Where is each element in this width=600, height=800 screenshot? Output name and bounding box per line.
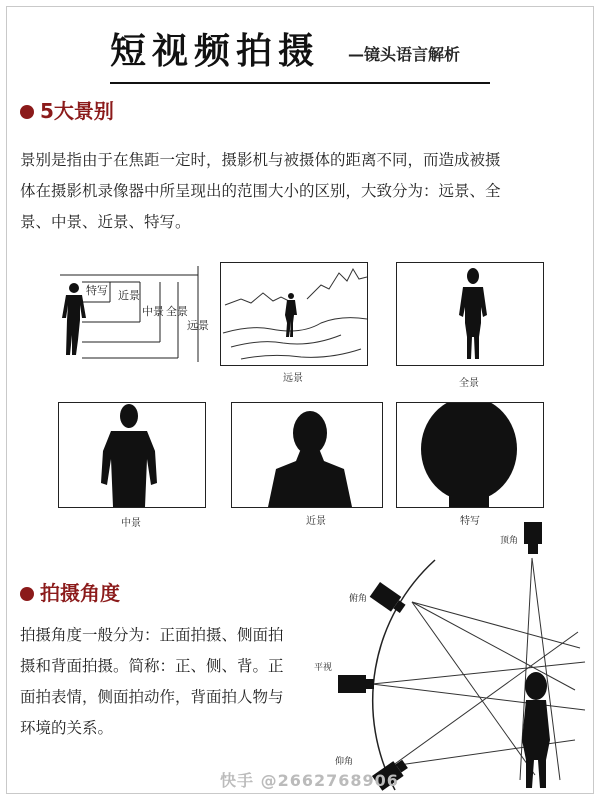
paragraph-line: 体在摄影机录像器中所呈现出的范围大小的区别，大致分为：远景、全 — [20, 182, 501, 200]
label-near: 近景 — [118, 289, 140, 302]
label-level-angle: 平视 — [314, 663, 333, 673]
caption-full: 全景 — [459, 378, 479, 389]
caption-far: 远景 — [283, 373, 303, 384]
paragraph-line: 景别是指由于在焦距一定时，摄影机与被摄体的距离不同，而造成被摄 — [20, 151, 501, 169]
page-title: 短视频拍摄 — [110, 31, 321, 72]
paragraph-line: 面拍表情，侧面拍动作，背面拍人物与 — [20, 688, 284, 706]
caption-near: 近景 — [306, 516, 326, 527]
camera-top-icon — [524, 522, 542, 554]
caption-closeup: 特写 — [460, 516, 480, 527]
caption-medium: 中景 — [121, 518, 141, 529]
label-low-angle: 仰角 — [335, 757, 354, 767]
page-subtitle: —镜头语言解析 — [348, 45, 461, 64]
watermark: 快手 @2662768906 — [220, 771, 399, 790]
paragraph-line: 拍摄角度一般分为：正面拍摄、侧面拍 — [20, 626, 284, 644]
paragraph-line: 环境的关系。 — [20, 719, 114, 737]
standing-person-icon — [522, 672, 550, 788]
section-heading-text: 拍摄角度 — [40, 581, 120, 605]
label-full: 全景 — [166, 305, 188, 318]
section-heading-text: 5大景别 — [40, 99, 114, 123]
camera-level-icon — [338, 675, 374, 693]
label-top-angle: 顶角 — [500, 536, 519, 546]
label-high-angle: 俯角 — [349, 594, 368, 604]
paragraph-line: 摄和背面拍摄。简称：正、侧、背。正 — [20, 657, 284, 675]
paragraph-line: 景、中景、近景、特写。 — [20, 213, 191, 231]
label-far: 远景 — [187, 319, 209, 332]
label-closeup: 特写 — [86, 284, 108, 297]
label-medium: 中景 — [142, 305, 164, 318]
